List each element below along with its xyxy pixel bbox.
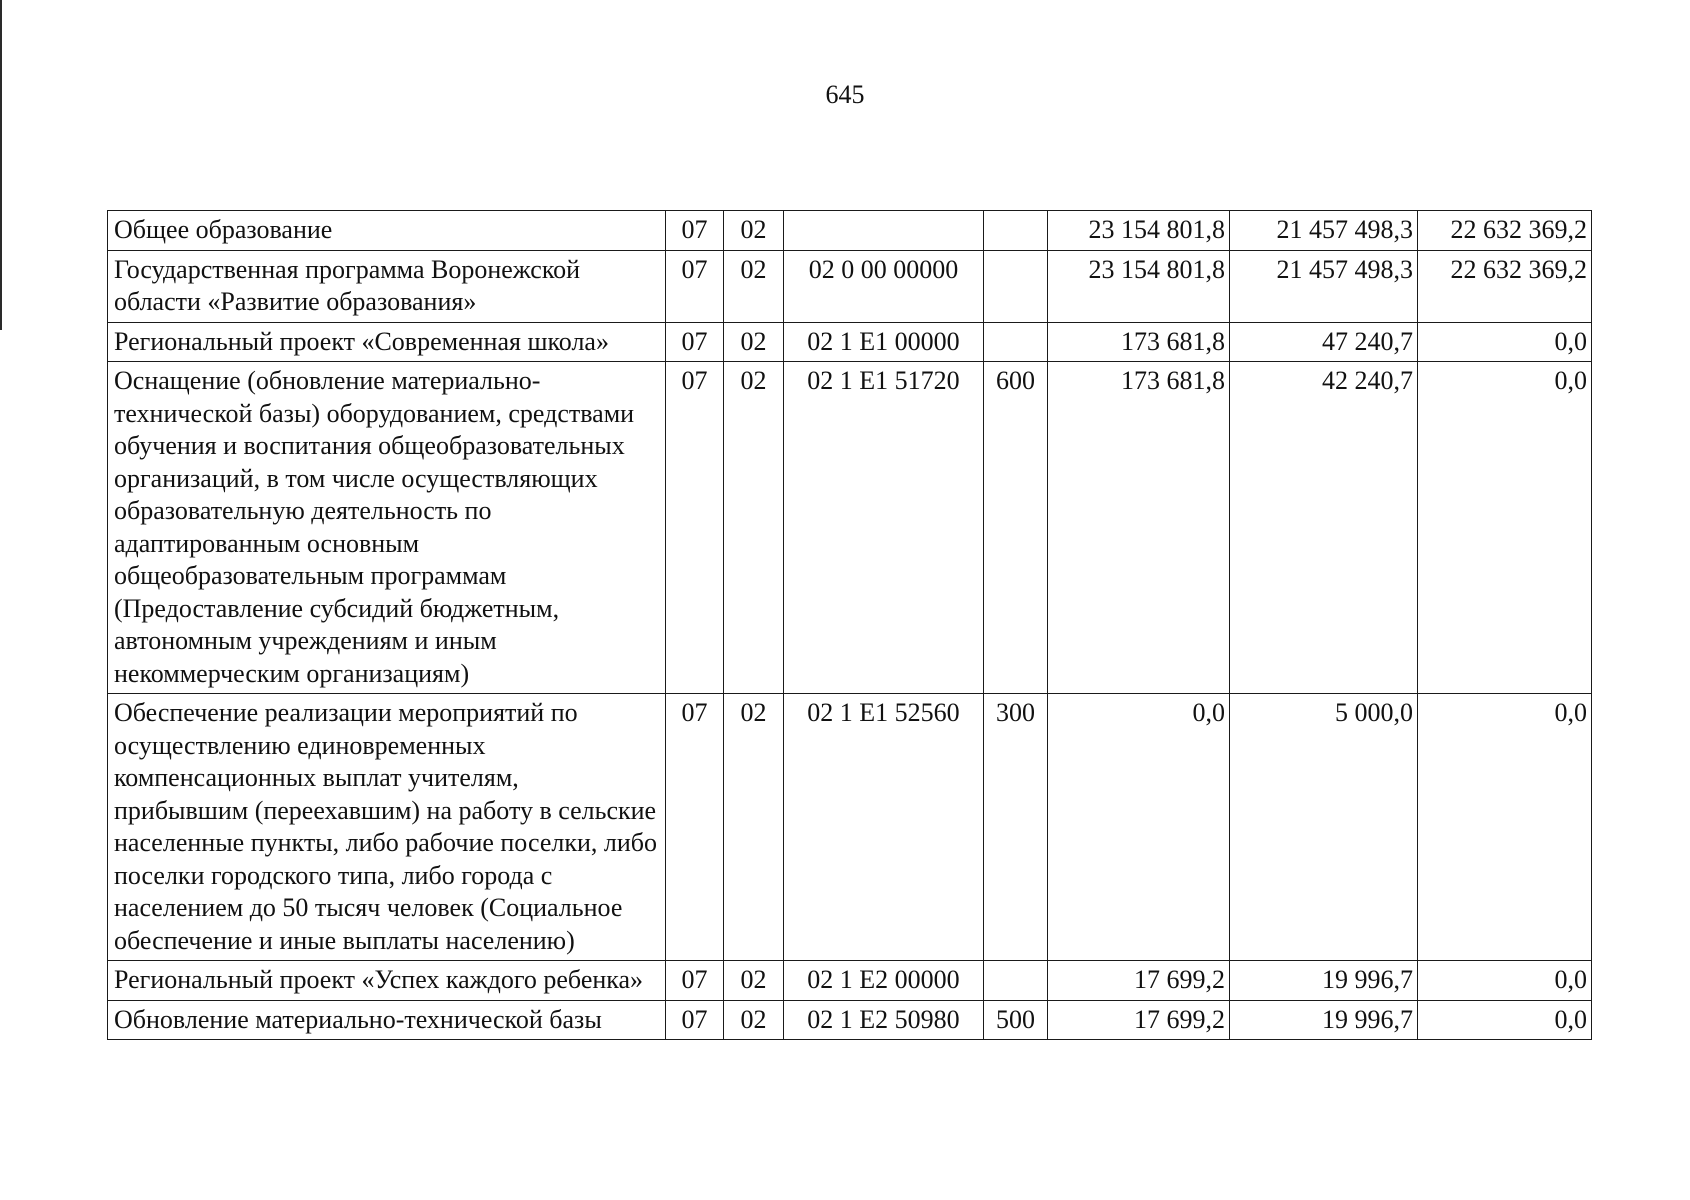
target-item-code: 02 1 Е2 00000 xyxy=(784,961,984,1001)
row-name: Региональный проект «Современная школа» xyxy=(108,322,666,362)
subsection-code: 02 xyxy=(724,694,784,961)
target-item-code: 02 1 Е2 50980 xyxy=(784,1000,984,1040)
amount-year-2: 19 996,7 xyxy=(1230,1000,1418,1040)
amount-year-1: 17 699,2 xyxy=(1048,1000,1230,1040)
section-code: 07 xyxy=(666,1000,724,1040)
expense-type-code xyxy=(984,250,1048,322)
table-row xyxy=(108,362,1592,694)
amount-year-2: 19 996,7 xyxy=(1230,961,1418,1001)
row-name: Региональный проект «Успех каждого ребенка» xyxy=(108,961,666,1001)
amount-year-1: 23 154 801,8 xyxy=(1048,250,1230,322)
section-code: 07 xyxy=(666,961,724,1001)
amount-year-2: 5 000,0 xyxy=(1230,694,1418,961)
subsection-code: 02 xyxy=(724,961,784,1001)
amount-year-2: 21 457 498,3 xyxy=(1230,211,1418,251)
table-row xyxy=(108,694,1592,961)
row-name: Оснащение (обновление материально-технической базы) оборудованием, средствами обучения и воспитания общеобразовательных организаций, в том числе осуществляющих образовательную деятельность по адаптированным основным общеобразовательным программам (Предоставление субсидий бюджетным, автономным учреждениям и иным некоммерческим организациям) xyxy=(108,362,666,694)
row-name: Обновление материально-технической базы xyxy=(108,1000,666,1040)
amount-year-1: 173 681,8 xyxy=(1048,362,1230,694)
table-row xyxy=(108,250,1592,322)
table-row xyxy=(108,1000,1592,1040)
amount-year-3: 0,0 xyxy=(1418,362,1592,694)
table-row xyxy=(108,961,1592,1001)
amount-year-1: 173 681,8 xyxy=(1048,322,1230,362)
amount-year-1: 17 699,2 xyxy=(1048,961,1230,1001)
subsection-code: 02 xyxy=(724,362,784,694)
expense-type-code: 300 xyxy=(984,694,1048,961)
target-item-code xyxy=(784,211,984,251)
amount-year-1: 0,0 xyxy=(1048,694,1230,961)
amount-year-3: 22 632 369,2 xyxy=(1418,211,1592,251)
section-code: 07 xyxy=(666,694,724,961)
row-name: Общее образование xyxy=(108,211,666,251)
budget-table xyxy=(107,210,1592,1040)
amount-year-3: 0,0 xyxy=(1418,961,1592,1001)
target-item-code: 02 0 00 00000 xyxy=(784,250,984,322)
section-code: 07 xyxy=(666,322,724,362)
row-name: Государственная программа Воронежской области «Развитие образования» xyxy=(108,250,666,322)
section-code: 07 xyxy=(666,250,724,322)
subsection-code: 02 xyxy=(724,1000,784,1040)
subsection-code: 02 xyxy=(724,250,784,322)
amount-year-3: 0,0 xyxy=(1418,322,1592,362)
amount-year-3: 0,0 xyxy=(1418,694,1592,961)
target-item-code: 02 1 Е1 52560 xyxy=(784,694,984,961)
amount-year-3: 22 632 369,2 xyxy=(1418,250,1592,322)
expense-type-code: 600 xyxy=(984,362,1048,694)
amount-year-3: 0,0 xyxy=(1418,1000,1592,1040)
amount-year-2: 47 240,7 xyxy=(1230,322,1418,362)
target-item-code: 02 1 Е1 00000 xyxy=(784,322,984,362)
amount-year-2: 21 457 498,3 xyxy=(1230,250,1418,322)
amount-year-1: 23 154 801,8 xyxy=(1048,211,1230,251)
scan-edge-line xyxy=(0,0,2,330)
amount-year-2: 42 240,7 xyxy=(1230,362,1418,694)
section-code: 07 xyxy=(666,362,724,694)
page-number: 645 xyxy=(825,80,865,109)
expense-type-code: 500 xyxy=(984,1000,1048,1040)
table-row xyxy=(108,211,1592,251)
expense-type-code xyxy=(984,322,1048,362)
row-name: Обеспечение реализации мероприятий по осуществлению единовременных компенсационных выплат учителям, прибывшим (переехавшим) на работу в сельские населенные пункты, либо рабочие поселки, либо поселки городского типа, либо города с населением до 50 тысяч человек (Социальное обеспечение и иные выплаты населению) xyxy=(108,694,666,961)
table-row xyxy=(108,322,1592,362)
section-code: 07 xyxy=(666,211,724,251)
target-item-code: 02 1 Е1 51720 xyxy=(784,362,984,694)
expense-type-code xyxy=(984,961,1048,1001)
subsection-code: 02 xyxy=(724,211,784,251)
expense-type-code xyxy=(984,211,1048,251)
subsection-code: 02 xyxy=(724,322,784,362)
